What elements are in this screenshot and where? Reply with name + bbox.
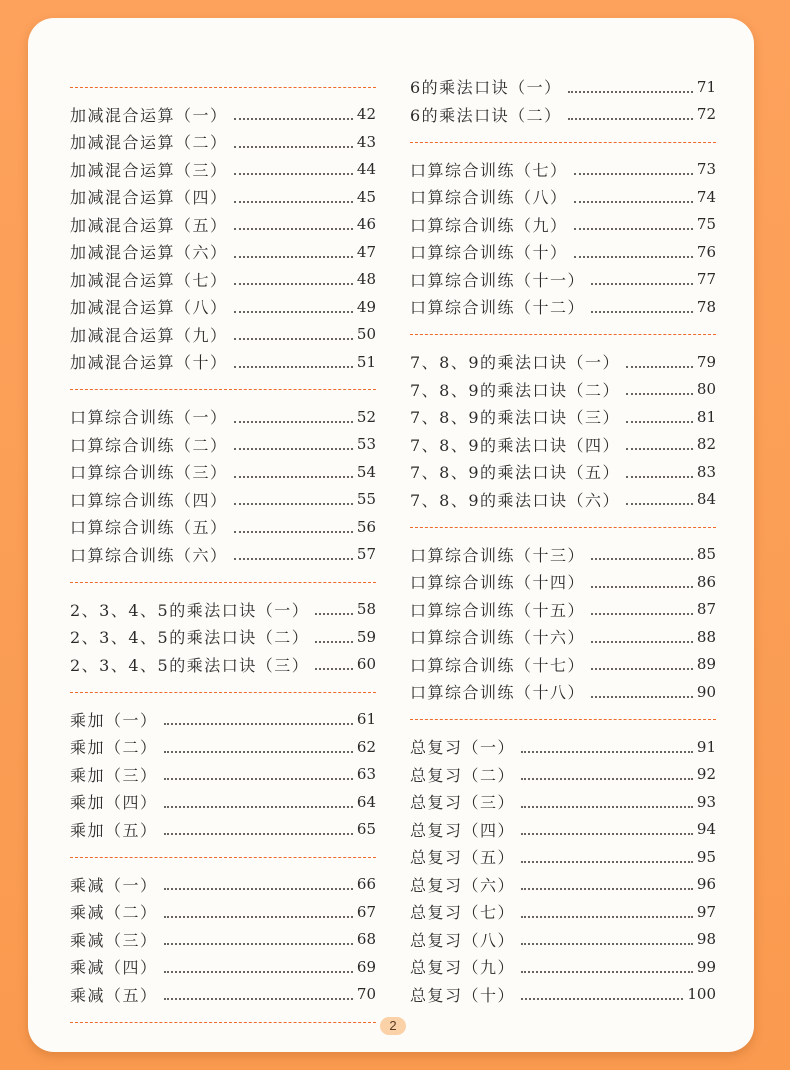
- toc-entry-title: 乘减（一）: [70, 875, 158, 895]
- toc-entry-page: 49: [356, 297, 376, 316]
- dot-leader: [164, 916, 353, 918]
- toc-entry-title: 口算综合训练（十六）: [410, 628, 586, 648]
- toc-entry-page: 97: [696, 902, 716, 921]
- dot-leader: [521, 888, 693, 890]
- toc-entry-title: 7、8、9的乘法口诀（五）: [410, 463, 621, 483]
- dot-leader: [574, 201, 693, 203]
- toc-entry-title: 总复习（十）: [410, 985, 516, 1005]
- toc-entry-title: 口算综合训练（十二）: [410, 298, 586, 318]
- dot-leader: [568, 91, 693, 93]
- toc-entry[interactable]: [70, 321, 376, 349]
- dot-leader: [234, 228, 353, 230]
- toc-entry[interactable]: [70, 623, 376, 651]
- toc-entry[interactable]: [70, 981, 376, 1009]
- toc-entry-title: 加减混合运算（五）: [70, 215, 228, 235]
- toc-entry-title: 7、8、9的乘法口诀（六）: [410, 490, 621, 510]
- toc-entry-page: 44: [356, 160, 376, 179]
- toc-entry-page: 66: [356, 875, 376, 894]
- dot-leader: [234, 558, 353, 560]
- dot-leader: [521, 916, 693, 918]
- dot-leader: [164, 778, 353, 780]
- toc-entry-title: 7、8、9的乘法口诀（二）: [410, 380, 621, 400]
- section-divider: [410, 706, 716, 734]
- toc-entry[interactable]: [410, 816, 716, 844]
- toc-entry-page: 90: [696, 682, 716, 701]
- toc-entry-title: 总复习（四）: [410, 820, 516, 840]
- section-divider: [70, 568, 376, 596]
- toc-entry-title: 乘减（二）: [70, 903, 158, 923]
- toc-entry-page: 63: [356, 765, 376, 784]
- toc-entry-title: 乘加（四）: [70, 793, 158, 813]
- dot-leader: [574, 173, 693, 175]
- toc-entry-title: 总复习（七）: [410, 903, 516, 923]
- toc-entry-page: 70: [356, 985, 376, 1004]
- toc-entry[interactable]: [70, 156, 376, 184]
- toc-entry[interactable]: [410, 266, 716, 294]
- toc-entry[interactable]: [410, 596, 716, 624]
- toc-entry[interactable]: [410, 431, 716, 459]
- toc-entry-title: 乘加（一）: [70, 710, 158, 730]
- toc-entry[interactable]: [410, 733, 716, 761]
- dot-leader: [164, 833, 353, 835]
- toc-entry-page: 71: [696, 77, 716, 96]
- dot-leader: [164, 751, 353, 753]
- toc-entry-title: 7、8、9的乘法口诀（一）: [410, 353, 621, 373]
- dot-leader: [164, 723, 353, 725]
- toc-entry-title: 加减混合运算（四）: [70, 188, 228, 208]
- toc-entry-page: 55: [356, 490, 376, 509]
- toc-entry-page: 48: [356, 270, 376, 289]
- toc-entry-page: 88: [696, 627, 716, 646]
- toc-entry[interactable]: [410, 293, 716, 321]
- dot-leader: [164, 806, 353, 808]
- section-divider: [70, 73, 376, 101]
- dot-leader: [164, 943, 353, 945]
- toc-entry-title: 乘减（五）: [70, 985, 158, 1005]
- toc-entry-title: 口算综合训练（九）: [410, 215, 568, 235]
- toc-entry[interactable]: [70, 513, 376, 541]
- toc-entry-page: 65: [356, 820, 376, 839]
- toc-entry[interactable]: [410, 953, 716, 981]
- toc-entry-title: 总复习（二）: [410, 765, 516, 785]
- toc-entry-page: 78: [696, 297, 716, 316]
- dot-leader: [521, 943, 693, 945]
- toc-entry-page: 74: [696, 187, 716, 206]
- toc-entry-title: 口算综合训练（十一）: [410, 270, 586, 290]
- dot-leader: [234, 476, 353, 478]
- dot-leader: [234, 531, 353, 533]
- toc-entry-page: 85: [696, 545, 716, 564]
- toc-entry-page: 79: [696, 352, 716, 371]
- toc-entry-title: 口算综合训练（一）: [70, 408, 228, 428]
- dot-leader: [521, 971, 693, 973]
- dot-leader: [521, 751, 693, 753]
- section-divider: [70, 843, 376, 871]
- toc-entry[interactable]: [410, 568, 716, 596]
- toc-entry-page: 61: [356, 710, 376, 729]
- toc-entry-page: 53: [356, 435, 376, 454]
- toc-entry-page: 56: [356, 517, 376, 536]
- toc-entry[interactable]: [70, 266, 376, 294]
- dot-leader: [626, 421, 693, 423]
- dot-leader: [234, 448, 353, 450]
- toc-entry[interactable]: [410, 403, 716, 431]
- toc-entry-page: 80: [696, 380, 716, 399]
- toc-entry-title: 口算综合训练（十三）: [410, 545, 586, 565]
- toc-entry-title: 乘减（三）: [70, 930, 158, 950]
- toc-entry-page: 91: [696, 737, 716, 756]
- toc-entry-title: 总复习（九）: [410, 958, 516, 978]
- toc-entry[interactable]: [70, 431, 376, 459]
- toc-entry-title: 口算综合训练（七）: [410, 160, 568, 180]
- toc-entry[interactable]: [70, 733, 376, 761]
- toc-entry[interactable]: [410, 898, 716, 926]
- toc-entry-title: 口算综合训练（四）: [70, 490, 228, 510]
- dot-leader: [234, 366, 353, 368]
- toc-entry[interactable]: [410, 761, 716, 789]
- toc-entry[interactable]: [70, 788, 376, 816]
- toc-entry[interactable]: [70, 183, 376, 211]
- toc-entry-page: 51: [356, 352, 376, 371]
- toc-entry-title: 口算综合训练（十八）: [410, 683, 586, 703]
- toc-entry[interactable]: [410, 651, 716, 679]
- toc-entry-title: 总复习（一）: [410, 738, 516, 758]
- toc-entry-page: 69: [356, 957, 376, 976]
- toc-entry[interactable]: [70, 816, 376, 844]
- toc-entry-title: 7、8、9的乘法口诀（四）: [410, 435, 621, 455]
- dot-leader: [568, 118, 693, 120]
- dot-leader: [591, 613, 693, 615]
- toc-entry-title: 2、3、4、5的乘法口诀（三）: [70, 655, 310, 675]
- dot-leader: [234, 256, 353, 258]
- dot-leader: [315, 668, 353, 670]
- toc-entry-page: 75: [696, 215, 716, 234]
- section-divider: [70, 1008, 376, 1036]
- toc-entry[interactable]: [410, 623, 716, 651]
- toc-entry-page: 50: [356, 325, 376, 344]
- toc-entry-page: 76: [696, 242, 716, 261]
- toc-entry[interactable]: [70, 458, 376, 486]
- toc-entry-title: 加减混合运算（七）: [70, 270, 228, 290]
- toc-entry-page: 72: [696, 105, 716, 124]
- dot-leader: [626, 448, 693, 450]
- dot-leader: [591, 586, 693, 588]
- toc-entry-page: 73: [696, 160, 716, 179]
- page-number-badge: 2: [380, 1017, 406, 1035]
- toc-entry-title: 加减混合运算（三）: [70, 160, 228, 180]
- toc-entry-page: 77: [696, 270, 716, 289]
- dot-leader: [164, 971, 353, 973]
- toc-entry-page: 60: [356, 655, 376, 674]
- dot-leader: [234, 146, 353, 148]
- toc-entry[interactable]: [70, 761, 376, 789]
- toc-entry[interactable]: [70, 926, 376, 954]
- toc-entry-page: 54: [356, 462, 376, 481]
- toc-entry-page: 47: [356, 242, 376, 261]
- section-divider: [410, 128, 716, 156]
- toc-entry-page: 82: [696, 435, 716, 454]
- toc-entry-page: 100: [687, 985, 716, 1004]
- toc-entry-title: 口算综合训练（三）: [70, 463, 228, 483]
- toc-entry-title: 乘加（五）: [70, 820, 158, 840]
- toc-entry[interactable]: [70, 238, 376, 266]
- dot-leader: [164, 998, 353, 1000]
- dot-leader: [164, 888, 353, 890]
- dot-leader: [234, 283, 353, 285]
- toc-entry-page: 93: [696, 792, 716, 811]
- toc-entry[interactable]: [70, 128, 376, 156]
- dot-leader: [234, 421, 353, 423]
- toc-entry-page: 96: [696, 875, 716, 894]
- toc-entry-title: 加减混合运算（八）: [70, 298, 228, 318]
- dot-leader: [591, 696, 693, 698]
- toc-entry-title: 加减混合运算（二）: [70, 133, 228, 153]
- dot-leader: [521, 806, 693, 808]
- toc-entry-page: 68: [356, 930, 376, 949]
- toc-entry-title: 口算综合训练（十五）: [410, 600, 586, 620]
- toc-entry[interactable]: [70, 541, 376, 569]
- dot-leader: [574, 256, 693, 258]
- toc-entry-title: 乘减（四）: [70, 958, 158, 978]
- toc-entry-page: 86: [696, 572, 716, 591]
- toc-entry[interactable]: [70, 348, 376, 376]
- toc-entry[interactable]: [70, 403, 376, 431]
- toc-entry-page: 94: [696, 820, 716, 839]
- toc-entry[interactable]: [70, 871, 376, 899]
- toc-entry-page: 45: [356, 187, 376, 206]
- toc-entry[interactable]: [410, 843, 716, 871]
- toc-entry[interactable]: [70, 706, 376, 734]
- toc-entry[interactable]: [410, 183, 716, 211]
- toc-entry[interactable]: [70, 101, 376, 129]
- dot-leader: [521, 861, 693, 863]
- dot-leader: [234, 173, 353, 175]
- dot-leader: [591, 283, 693, 285]
- toc-entry[interactable]: [410, 211, 716, 239]
- toc-entry-title: 总复习（八）: [410, 930, 516, 950]
- toc-entry[interactable]: [70, 953, 376, 981]
- dot-leader: [574, 228, 693, 230]
- toc-entry-page: 67: [356, 902, 376, 921]
- toc-card: [28, 18, 754, 1052]
- toc-left-column: [70, 73, 376, 1036]
- section-divider: [410, 321, 716, 349]
- toc-entry-page: 46: [356, 215, 376, 234]
- toc-entry[interactable]: [410, 981, 716, 1009]
- toc-entry-title: 6的乘法口诀（二）: [410, 105, 562, 125]
- toc-entry[interactable]: [410, 541, 716, 569]
- toc-entry-title: 7、8、9的乘法口诀（三）: [410, 408, 621, 428]
- toc-entry-title: 口算综合训练（八）: [410, 188, 568, 208]
- toc-entry-title: 加减混合运算（九）: [70, 325, 228, 345]
- toc-entry[interactable]: [410, 926, 716, 954]
- toc-entry[interactable]: [70, 898, 376, 926]
- section-divider: [70, 376, 376, 404]
- toc-entry[interactable]: [410, 486, 716, 514]
- toc-entry-page: 92: [696, 765, 716, 784]
- section-divider: [70, 678, 376, 706]
- toc-entry-page: 83: [696, 462, 716, 481]
- toc-entry-title: 总复习（五）: [410, 848, 516, 868]
- toc-entry-title: 口算综合训练（五）: [70, 518, 228, 538]
- toc-entry-page: 84: [696, 490, 716, 509]
- toc-entry-title: 口算综合训练（二）: [70, 435, 228, 455]
- dot-leader: [591, 558, 693, 560]
- toc-entry[interactable]: [410, 101, 716, 129]
- toc-entry-page: 95: [696, 847, 716, 866]
- toc-entry[interactable]: [70, 293, 376, 321]
- dot-leader: [234, 503, 353, 505]
- dot-leader: [591, 668, 693, 670]
- toc-entry[interactable]: [410, 348, 716, 376]
- toc-right-column: [410, 73, 716, 1008]
- dot-leader: [626, 503, 693, 505]
- toc-entry[interactable]: [70, 596, 376, 624]
- dot-leader: [234, 338, 353, 340]
- toc-entry[interactable]: [410, 376, 716, 404]
- toc-entry-title: 总复习（六）: [410, 875, 516, 895]
- toc-entry-title: 乘加（二）: [70, 738, 158, 758]
- dot-leader: [234, 118, 353, 120]
- toc-entry-title: 口算综合训练（十四）: [410, 573, 586, 593]
- toc-entry-title: 6的乘法口诀（一）: [410, 78, 562, 98]
- dot-leader: [521, 778, 693, 780]
- toc-entry-title: 口算综合训练（六）: [70, 545, 228, 565]
- section-divider: [410, 513, 716, 541]
- dot-leader: [591, 641, 693, 643]
- toc-entry-title: 总复习（三）: [410, 793, 516, 813]
- dot-leader: [234, 201, 353, 203]
- toc-entry[interactable]: [410, 73, 716, 101]
- toc-entry-page: 98: [696, 930, 716, 949]
- dot-leader: [315, 641, 353, 643]
- dot-leader: [626, 393, 693, 395]
- toc-entry-page: 99: [696, 957, 716, 976]
- dot-leader: [521, 998, 683, 1000]
- dot-leader: [521, 833, 693, 835]
- toc-entry-title: 乘加（三）: [70, 765, 158, 785]
- toc-entry[interactable]: [410, 156, 716, 184]
- toc-entry[interactable]: [410, 871, 716, 899]
- toc-entry-page: 59: [356, 627, 376, 646]
- toc-entry-title: 加减混合运算（六）: [70, 243, 228, 263]
- toc-entry-page: 43: [356, 132, 376, 151]
- toc-entry-title: 2、3、4、5的乘法口诀（一）: [70, 600, 310, 620]
- dot-leader: [591, 311, 693, 313]
- toc-entry[interactable]: [410, 238, 716, 266]
- dot-leader: [626, 366, 693, 368]
- dot-leader: [626, 476, 693, 478]
- toc-entry-page: 87: [696, 600, 716, 619]
- toc-entry[interactable]: [410, 788, 716, 816]
- toc-entry-title: 2、3、4、5的乘法口诀（二）: [70, 628, 310, 648]
- dot-leader: [234, 311, 353, 313]
- toc-entry-page: 52: [356, 407, 376, 426]
- toc-entry[interactable]: [410, 678, 716, 706]
- toc-entry[interactable]: [70, 651, 376, 679]
- toc-entry-title: 口算综合训练（十）: [410, 243, 568, 263]
- toc-entry-title: 加减混合运算（一）: [70, 105, 228, 125]
- toc-entry[interactable]: [70, 211, 376, 239]
- toc-entry-page: 42: [356, 105, 376, 124]
- toc-entry-page: 89: [696, 655, 716, 674]
- toc-entry-title: 加减混合运算（十）: [70, 353, 228, 373]
- toc-entry-page: 81: [696, 407, 716, 426]
- dot-leader: [315, 613, 353, 615]
- toc-entry[interactable]: [70, 486, 376, 514]
- toc-entry-page: 64: [356, 792, 376, 811]
- toc-entry-page: 58: [356, 600, 376, 619]
- toc-entry-title: 口算综合训练（十七）: [410, 655, 586, 675]
- toc-entry-page: 62: [356, 737, 376, 756]
- toc-entry-page: 57: [356, 545, 376, 564]
- toc-entry[interactable]: [410, 458, 716, 486]
